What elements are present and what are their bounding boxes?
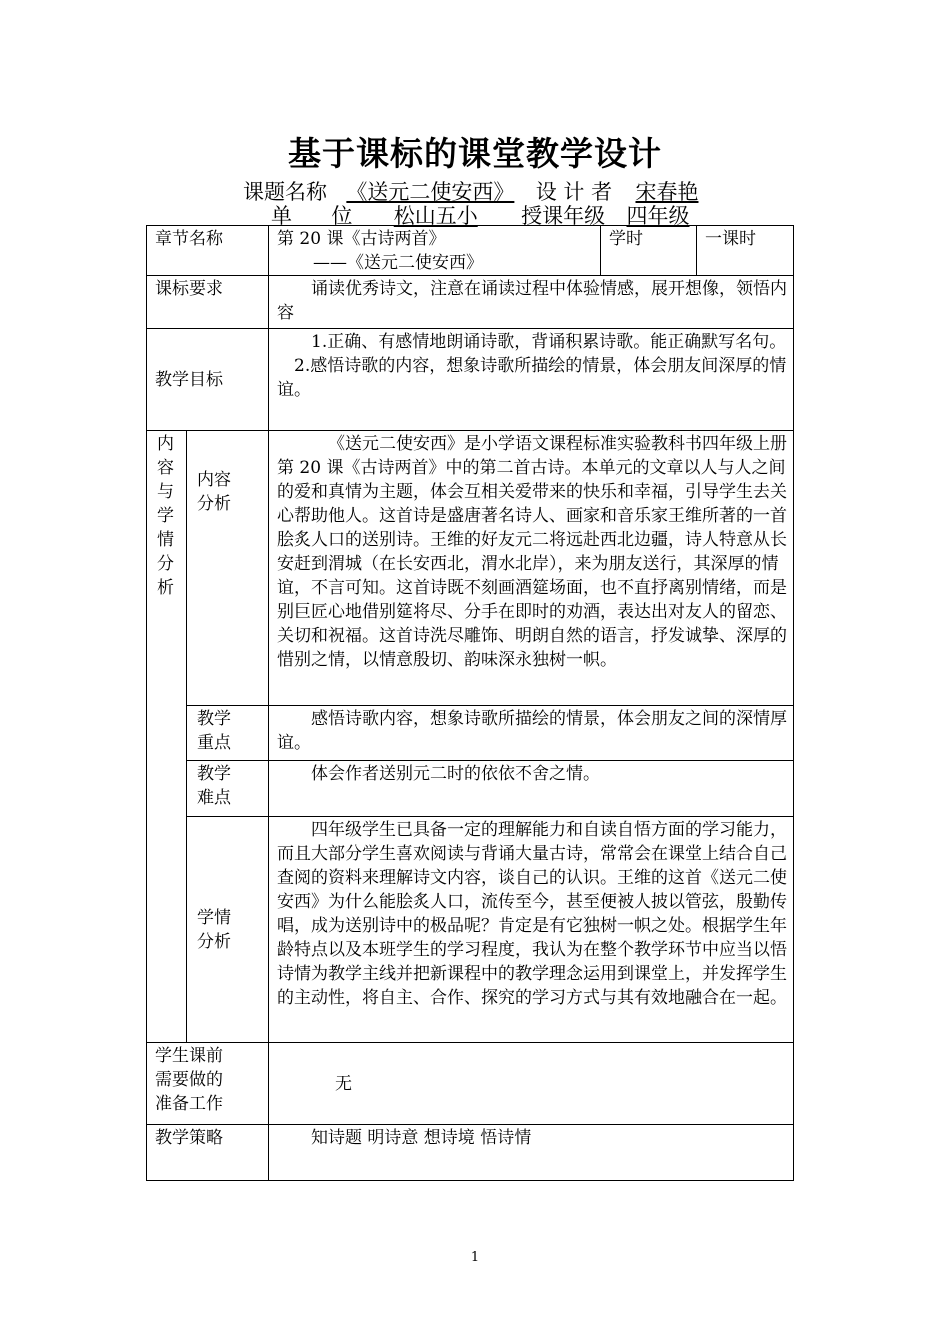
key-points-row — [147, 706, 794, 761]
goals-label: 教学目标 — [147, 329, 269, 431]
page-number: 1 — [470, 1250, 480, 1265]
lesson-design-table — [146, 225, 794, 1181]
hours-value: 一课时 — [697, 226, 794, 276]
goals-text — [269, 329, 794, 431]
goal-2: 2.感悟诗歌的内容，想象诗歌所描绘的情景，体会朋友间深厚的情谊。 — [277, 356, 787, 400]
key-text: 感悟诗歌内容，想象诗歌所描绘的情景，体会朋友之间的深情厚谊。 — [269, 706, 794, 761]
content-label: 内容 分析 — [187, 431, 269, 706]
content-analysis-row — [147, 431, 794, 706]
unit-label-2: 位 — [331, 204, 353, 228]
learner-label: 学情 分析 — [187, 817, 269, 1043]
goals-row — [147, 329, 794, 431]
vertical-char: 学 — [157, 506, 174, 526]
difficulty-row — [147, 761, 794, 817]
key-label: 教学 重点 — [187, 706, 269, 761]
grade-value: 四年级 — [626, 204, 690, 228]
vertical-char: 情 — [157, 530, 174, 550]
vertical-char: 分 — [157, 554, 174, 574]
chapter-line-1: 第 20 课《古诗两首》 — [277, 229, 446, 249]
vertical-char: 容 — [157, 458, 174, 478]
designer-value: 宋春艳 — [635, 180, 699, 204]
prep-label: 学生课前 需要做的 准备工作 — [147, 1043, 269, 1125]
standard-text: 诵读优秀诗文，注意在诵读过程中体验情感，展开想像，领悟内容 — [269, 276, 794, 329]
goal-1: 1.正确、有感情地朗诵诗歌，背诵积累诗歌。能正确默写名句。 — [311, 332, 787, 352]
content-text: 《送元二使安西》是小学语文课程标准实验教科书四年级上册第 20 课《古诗两首》中的第二首古诗。本单元的文章以人与人之间的爱和真情为主题，体会互相关爱带来的快乐和幸福，引导学生去关心帮助他人。这首诗是盛唐著名诗人、画家和音乐家王维所著的一首脍炙人口的送别诗。王维的好友元二将远赴西北边疆，诗人特意从长安赶到渭城（在长安西北，渭水北岸），来为朋友送行，其深厚的情谊，不言可知。这首诗既不刻画酒筵场面，也不直抒离别情绪，而是别巨匠心地借别筵将尽、分手在即时的劝酒，表达出对友人的留恋、关切和祝福。这首诗洗尽雕饰、明朗自然的语言，抒发诚挚、深厚的惜别之情，以情意殷切、韵味深永独树一帜。 — [269, 431, 794, 706]
analysis-vertical-label — [147, 431, 187, 1043]
learner-text: 四年级学生已具备一定的理解能力和自读自悟方面的学习能力，而且大部分学生喜欢阅读与背诵大量古诗，常常会在课堂上结合自己查阅的资料来理解诗文内容，谈自己的认识。王维的这首《送元二使安西》为什么能脍炙人口，流传至今，甚至便被人披以管弦，殷勤传唱，成为送别诗中的极品呢？肯定是有它独树一帜之处。根据学生年龄特点以及本班学生的学习程度，我认为在整个教学环节中应当以悟诗情为教学主线并把新课程中的教学理念运用到课堂上，并发挥学生的主动性，将自主、合作、探究的学习方式与其有效地融合在一起。 — [269, 817, 794, 1043]
chapter-line-2: ——《送元二使安西》 — [313, 253, 483, 273]
vertical-char: 析 — [157, 578, 174, 598]
strategy-row — [147, 1125, 794, 1181]
grade-label: 授课年级 — [521, 204, 606, 228]
standard-row — [147, 276, 794, 329]
topic-label: 课题名称 — [243, 180, 327, 204]
prep-text: 无 — [269, 1043, 794, 1125]
document-title: 基于课标的课堂教学设计 — [288, 134, 662, 173]
chapter-value — [269, 226, 601, 276]
hours-label: 学时 — [601, 226, 697, 276]
chapter-row — [147, 226, 794, 276]
difficulty-label: 教学 难点 — [187, 761, 269, 817]
strategy-label: 教学策略 — [147, 1125, 269, 1181]
learner-analysis-row — [147, 817, 794, 1043]
unit-label-1: 单 — [271, 204, 292, 228]
designer-label: 设 计 者 — [535, 180, 613, 204]
topic-value: 《送元二使安西》 — [346, 180, 515, 204]
standard-label: 课标要求 — [147, 276, 269, 329]
strategy-text: 知诗题 明诗意 想诗境 悟诗情 — [269, 1125, 794, 1181]
vertical-char: 内 — [157, 434, 174, 454]
chapter-label: 章节名称 — [147, 226, 269, 276]
vertical-char: 与 — [157, 482, 174, 502]
preparation-row — [147, 1043, 794, 1125]
unit-value: 松山五小 — [393, 204, 478, 228]
difficulty-text: 体会作者送别元二时的依依不舍之情。 — [269, 761, 794, 817]
